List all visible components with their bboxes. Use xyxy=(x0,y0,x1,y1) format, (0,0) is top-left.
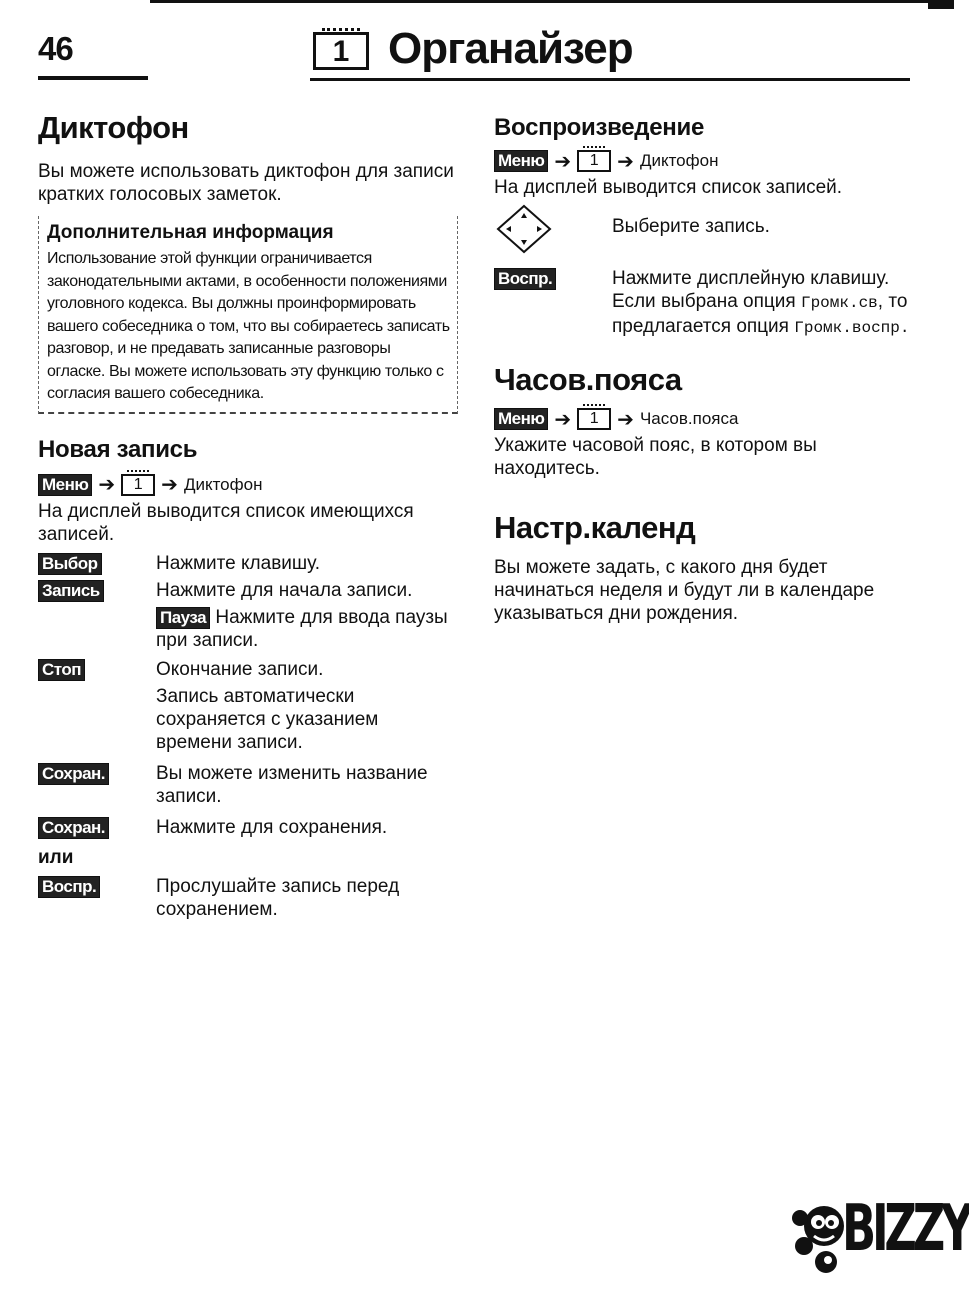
corner-mark xyxy=(928,0,954,9)
select-row xyxy=(494,203,914,259)
info-box-title: Дополнительная информация xyxy=(47,222,334,243)
new-record-display-text: На дисплей выводится список имеющихся записей. xyxy=(38,500,414,545)
section-title-timezones: Часов.пояса xyxy=(494,362,682,397)
playback-display-text: На дисплей выводится список записей. xyxy=(494,177,843,198)
navigation-key-icon xyxy=(494,204,554,254)
top-rule xyxy=(150,0,954,3)
info-box xyxy=(38,216,458,414)
path-target: Часов.пояса xyxy=(639,409,739,428)
play-text-part: , то предлагается опция xyxy=(612,291,908,337)
calendar-settings-text: Вы можете задать, с какого дня будет начинаться неделя и будут ли в календаре указываться дни рождения. xyxy=(494,557,875,624)
step-row xyxy=(38,579,458,602)
right-column xyxy=(494,110,914,625)
mascot-icon xyxy=(790,1196,850,1286)
page-number-underline xyxy=(38,76,148,80)
option-playback-volume: Громк.воспр. xyxy=(794,319,910,337)
play-text-part: Нажмите дисплейную клавишу. Если выбрана опция xyxy=(612,268,890,312)
pause-softkey: Пауза xyxy=(156,607,210,629)
save-softkey: Сохран. xyxy=(38,817,109,839)
dictaphone-intro: Вы можете использовать диктофон для записи кратких голосовых заметок. xyxy=(38,161,454,205)
step-row xyxy=(38,762,458,808)
or-label: или xyxy=(38,846,74,868)
save-softkey: Сохран. xyxy=(38,763,109,785)
section-title-dictaphone: Диктофон xyxy=(38,110,189,145)
menu-path-new-record xyxy=(38,470,458,500)
organizer-calendar-icon: 1 xyxy=(313,32,369,70)
menu-softkey: Меню xyxy=(494,150,548,172)
play-softkey: Воспр. xyxy=(38,876,100,898)
arrow-icon: ➔ xyxy=(161,474,178,496)
step-text: Окончание записи. xyxy=(156,658,324,680)
step-row xyxy=(38,875,458,921)
menu-softkey: Меню xyxy=(38,474,92,496)
play-softkey: Воспр. xyxy=(494,268,556,290)
auto-save-note: Запись автоматически сохраняется с указанием времени записи. xyxy=(156,685,379,753)
bizzy-logo xyxy=(790,1192,969,1282)
option-volume: Громк.св xyxy=(800,294,878,312)
arrow-icon: ➔ xyxy=(98,474,116,496)
organizer-icon: 1 xyxy=(577,408,611,430)
logo-text: BIZZY xyxy=(842,1192,969,1266)
step-text: Нажмите клавишу. xyxy=(156,552,321,574)
step-row xyxy=(38,816,458,839)
step-text: Нажмите для начала записи. xyxy=(156,579,413,601)
section-title-new-record: Новая запись xyxy=(38,435,198,463)
select-softkey: Выбор xyxy=(38,553,102,575)
step-text: Прослушайте запись перед сохранением. xyxy=(156,875,400,920)
menu-path-timezones xyxy=(494,404,914,434)
path-target: Диктофон xyxy=(639,151,719,170)
organizer-icon: 1 xyxy=(577,150,611,172)
step-text: Нажмите для сохранения. xyxy=(156,816,388,838)
step-row xyxy=(38,658,458,681)
record-softkey: Запись xyxy=(38,580,104,602)
select-text: Выберите запись. xyxy=(612,216,770,237)
left-column xyxy=(38,110,458,925)
step-text: Вы можете изменить название записи. xyxy=(156,762,428,807)
pause-text: Нажмите для ввода паузы при записи. xyxy=(156,606,448,651)
menu-path-playback xyxy=(494,146,914,176)
step-row xyxy=(38,552,458,575)
arrow-icon: ➔ xyxy=(554,408,572,431)
chapter-title: Органайзер xyxy=(388,24,633,73)
arrow-icon: ➔ xyxy=(554,150,572,173)
stop-softkey: Стоп xyxy=(38,659,85,681)
section-title-playback: Воспроизведение xyxy=(494,114,704,141)
section-title-calendar-settings: Настр.календ xyxy=(494,510,696,545)
path-target: Диктофон xyxy=(183,474,263,494)
timezones-text: Укажите часовой пояс, в котором вы находитесь. xyxy=(494,435,817,479)
menu-softkey: Меню xyxy=(494,408,548,430)
organizer-icon: 1 xyxy=(121,474,155,496)
info-box-text: Использование этой функции ограничивается законодательными актами, в особенности положениями уголовного кодекса. Вы должны проинформировать вашего собеседника о том, что вы собираетесь записать разговор, и не предавать записанные разговоры огласке. Вы можете использовать эту функцию только с согласия вашего собеседника. xyxy=(47,250,450,402)
play-row xyxy=(494,267,914,340)
pause-step xyxy=(156,606,458,652)
arrow-icon: ➔ xyxy=(617,150,634,173)
play-description xyxy=(612,267,914,340)
arrow-icon: ➔ xyxy=(617,408,634,431)
page-number: 46 xyxy=(38,30,73,67)
steps-list xyxy=(38,552,458,921)
header-rule xyxy=(310,78,910,81)
